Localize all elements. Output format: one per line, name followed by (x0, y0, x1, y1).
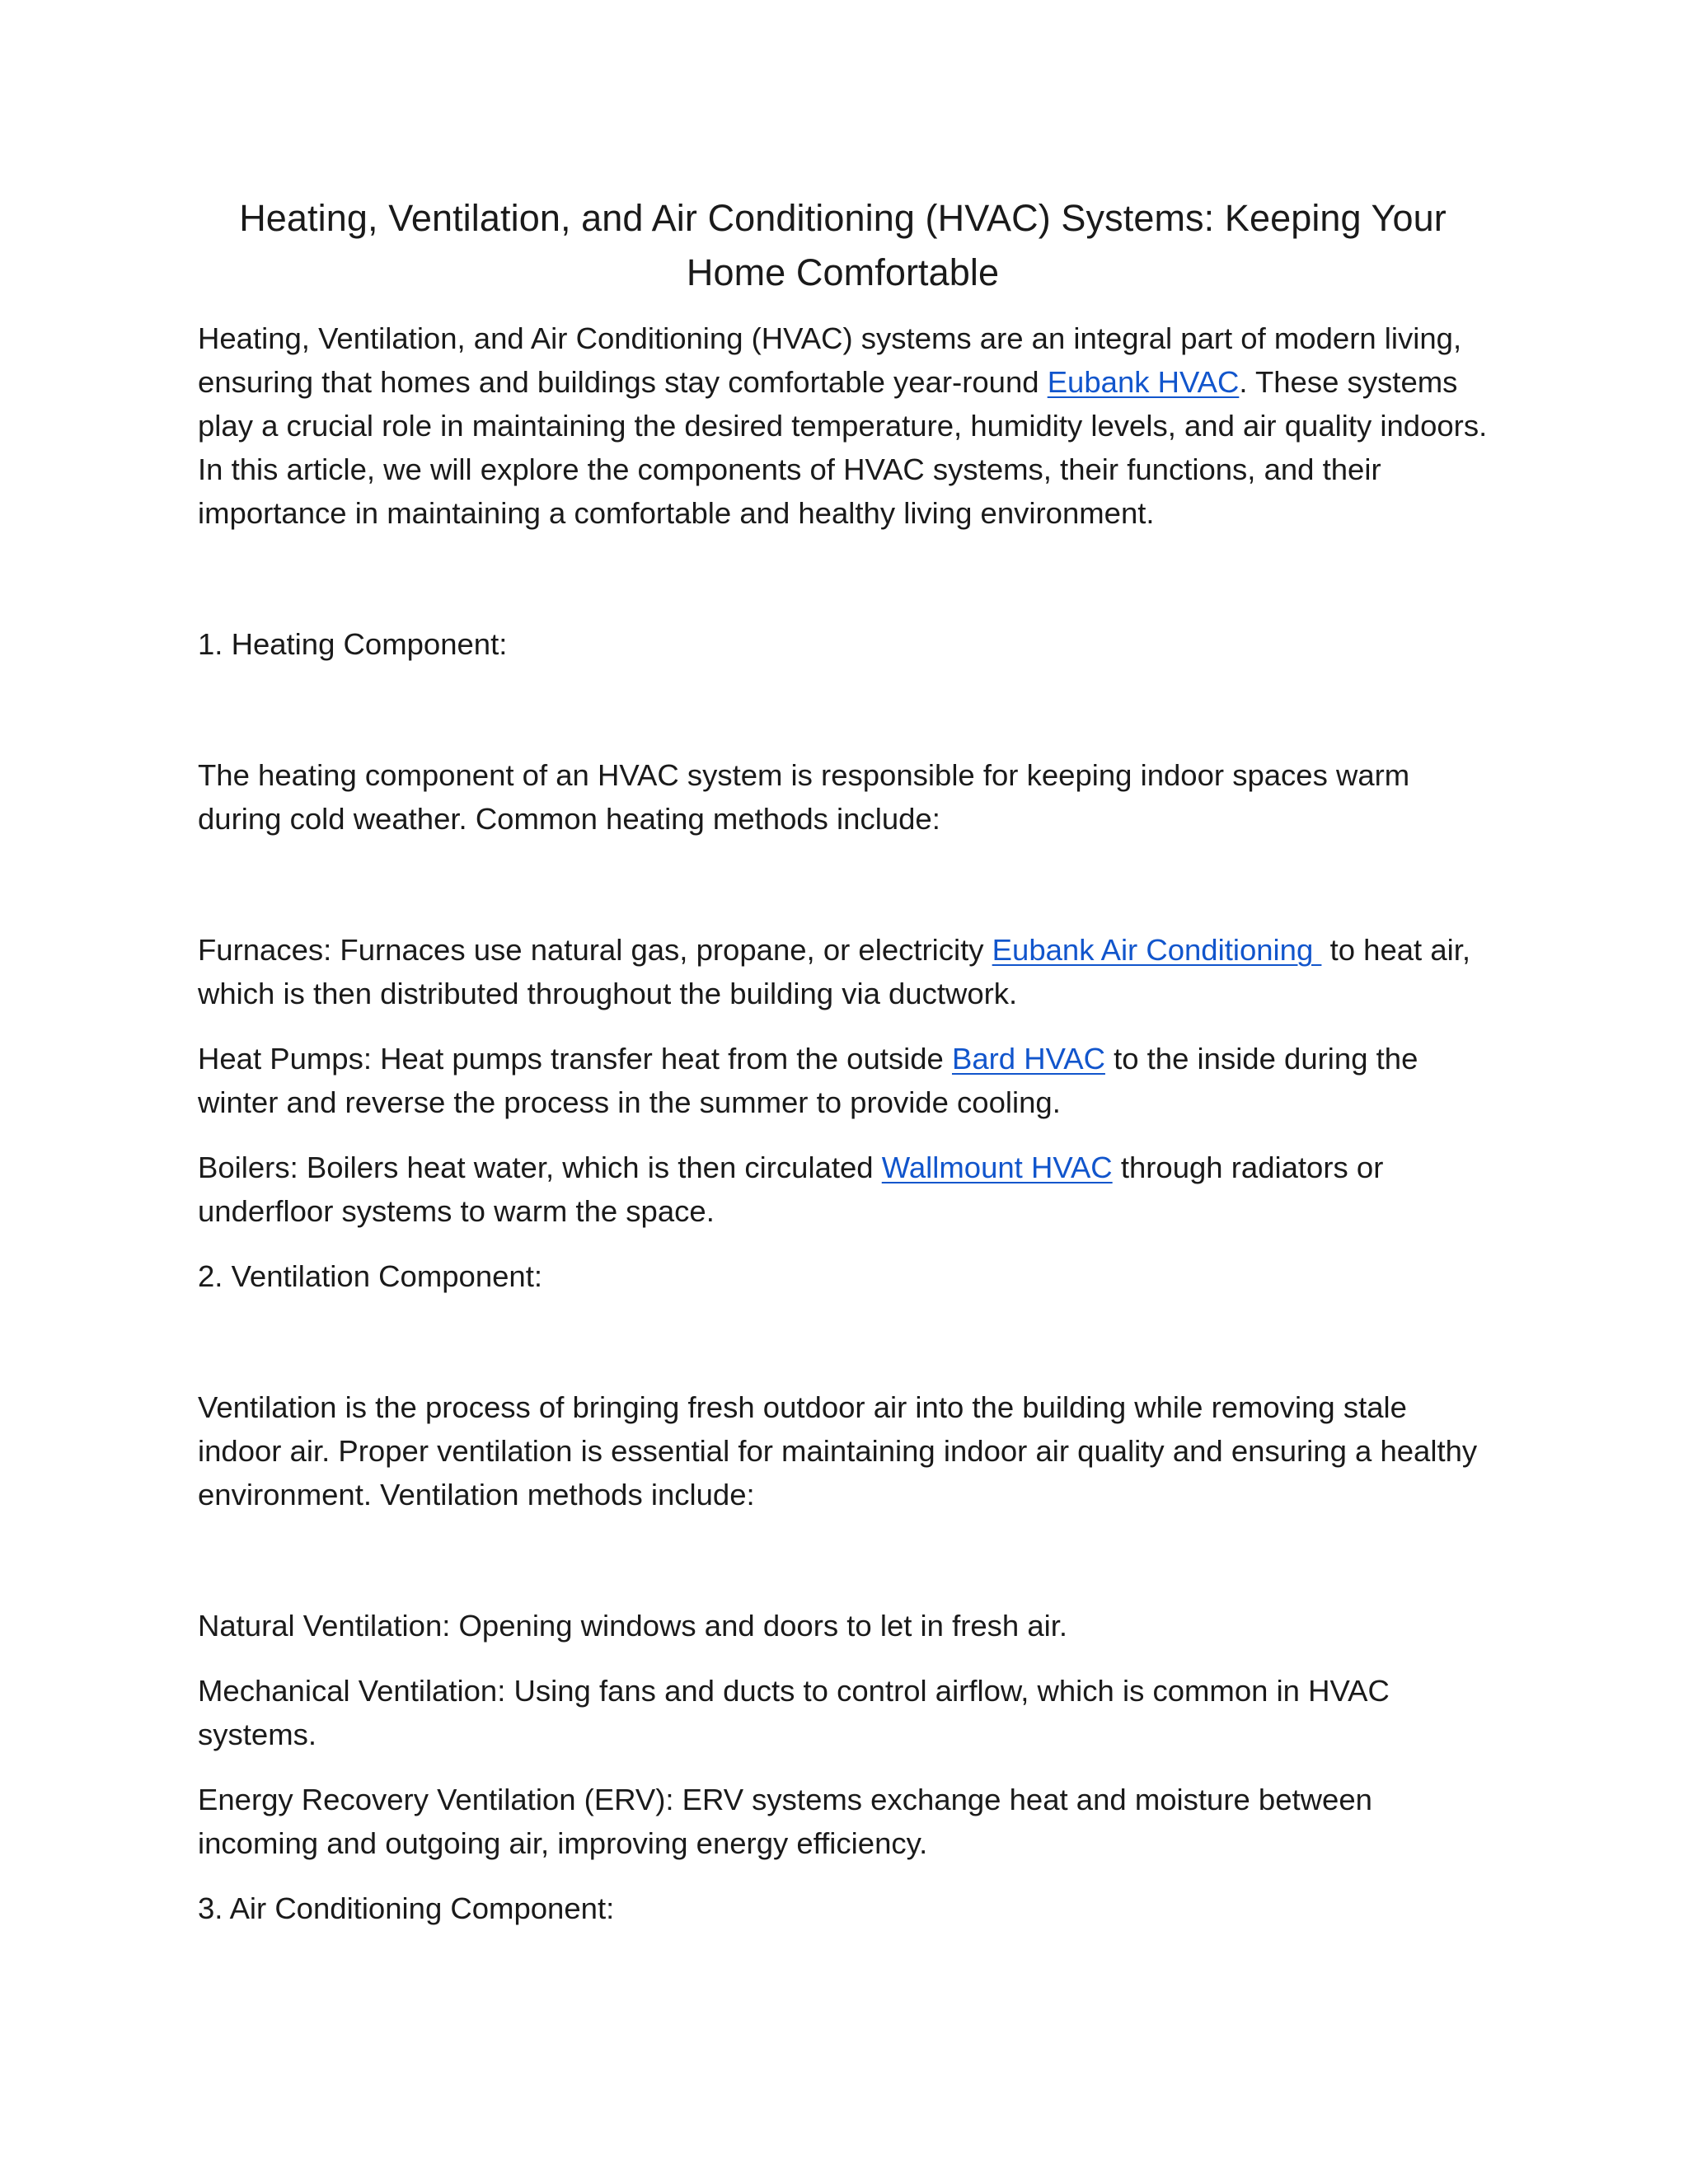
spacer (198, 1756, 1488, 1778)
heating-description: The heating component of an HVAC system is responsible for keeping indoor spaces warm during cold weather. Common heating methods include: (198, 758, 1410, 836)
air-conditioning-heading: 3. Air Conditioning Component: (198, 1891, 615, 1925)
spacer (198, 666, 1488, 753)
spacer (198, 1647, 1488, 1669)
heating-heading: 1. Heating Component: (198, 627, 508, 661)
spacer (198, 1516, 1488, 1604)
furnaces-text-before: Furnaces: Furnaces use natural gas, propane, or electricity (198, 933, 992, 967)
document-body (198, 191, 1488, 1930)
heat-pumps-text-after: to the inside during the winter and reverse the process in the summer to provide cooling. (198, 1042, 1418, 1119)
furnaces-paragraph (198, 928, 1488, 1015)
spacer (198, 535, 1488, 622)
boilers-text-before: Boilers: Boilers heat water, which is then circulated (198, 1151, 882, 1184)
natural-ventilation-paragraph: Natural Ventilation: Opening windows and doors to let in fresh air. (198, 1609, 1068, 1643)
spacer (198, 1865, 1488, 1886)
heat-pumps-paragraph (198, 1037, 1488, 1124)
spacer (198, 1015, 1488, 1037)
boilers-paragraph (198, 1146, 1488, 1233)
bard-hvac-link[interactable]: Bard HVAC (951, 1042, 1105, 1076)
heat-pumps-text-before: Heat Pumps: Heat pumps transfer heat from the outside (198, 1042, 952, 1076)
spacer (198, 1298, 1488, 1385)
ventilation-heading: 2. Ventilation Component: (198, 1259, 543, 1293)
page-title: Heating, Ventilation, and Air Conditioning (HVAC) Systems: Keeping Your Home Comfortable (239, 197, 1447, 293)
spacer (198, 1124, 1488, 1146)
boilers-text-after: through radiators or underfloor systems to warm the space. (198, 1151, 1384, 1228)
spacer (198, 1233, 1488, 1254)
intro-paragraph (198, 316, 1488, 535)
intro-text-after: . These systems play a crucial role in maintaining the desired temperature, humidity levels, and air quality indoors. In this article, we will explore the components of HVAC systems, their functions, and their importance in maintaining a comfortable and healthy living environment. (198, 365, 1488, 530)
spacer (198, 841, 1488, 928)
eubank-air-conditioning-link[interactable]: Eubank Air Conditioning (992, 933, 1322, 967)
ventilation-description: Ventilation is the process of bringing fresh outdoor air into the building while removing stale indoor air. Proper ventilation is essential for maintaining indoor air quality and ensuring a healthy environment. Ventilation methods include: (198, 1390, 1478, 1511)
furnaces-text-after: to heat air, which is then distributed throughout the building via ductwork. (198, 933, 1471, 1010)
wallmount-hvac-link[interactable]: Wallmount HVAC (881, 1151, 1113, 1184)
intro-text-before: Heating, Ventilation, and Air Conditioning (HVAC) systems are an integral part of modern living, ensuring that homes and buildings stay comfortable year-round (198, 321, 1462, 399)
mechanical-ventilation-paragraph: Mechanical Ventilation: Using fans and ducts to control airflow, which is common in HVAC systems. (198, 1674, 1390, 1751)
eubank-hvac-link[interactable]: Eubank HVAC (1047, 365, 1240, 399)
erv-paragraph: Energy Recovery Ventilation (ERV): ERV systems exchange heat and moisture between incoming and outgoing air, improving energy efficiency. (198, 1783, 1372, 1860)
